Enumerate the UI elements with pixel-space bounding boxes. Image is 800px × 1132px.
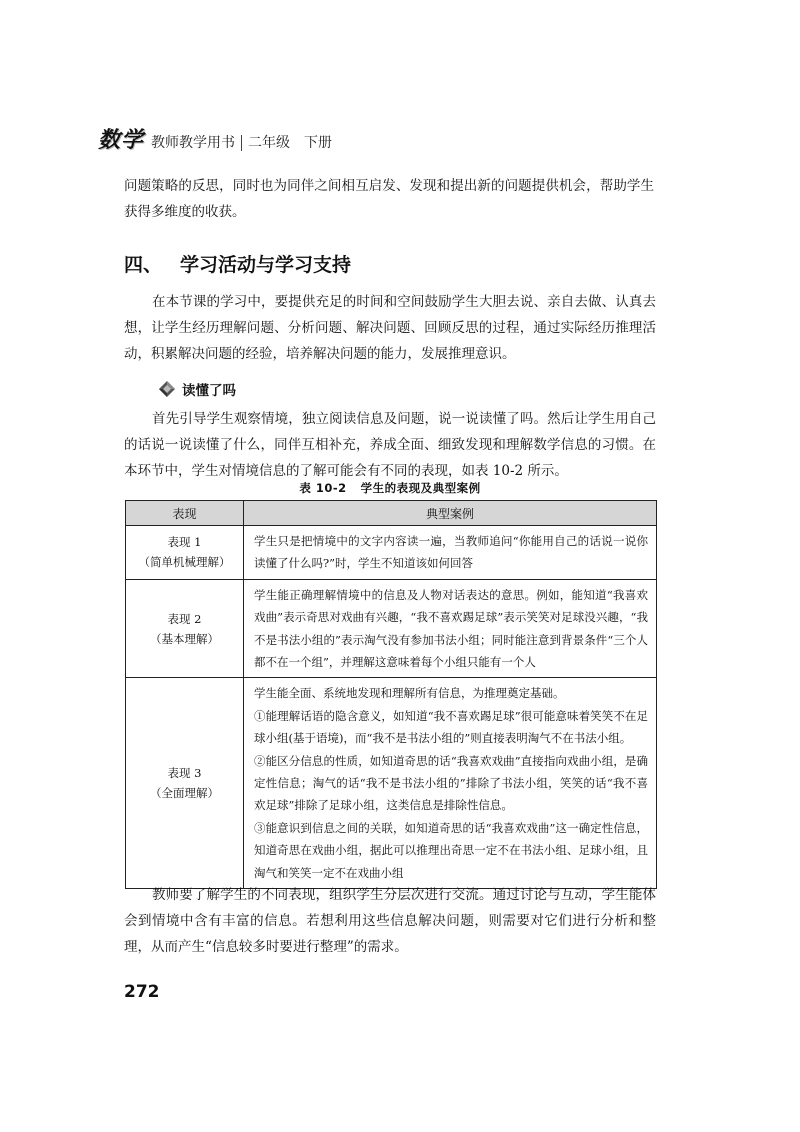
table-caption xyxy=(124,480,656,496)
continuation-paragraph: 问题策略的反思，同时也为同伴之间相互启发、发现和提出新的问题提供机会，帮助学生获得多维度的收获。 xyxy=(124,178,654,220)
header-divider xyxy=(241,135,242,151)
row-content-text: ③能意识到信息之间的关联，如知道奇思的话“我喜欢戏曲”这一确定性信息，知道奇思在戏曲小组，据此可以推理出奇思一定不在书法小组、足球小组，且淘气和笑笑一定不在戏曲小组 xyxy=(254,820,648,880)
table-caption-number: 表 10-2 xyxy=(299,481,347,495)
closing-paragraph: 教师要了解学生的不同表现，组织学生分层次进行交流。通过讨论与互动，学生能体会到情境中含有丰富的信息。若想利用这些信息解决问题，则需要对它们进行分析和整理，从而产生“信息较多时要进行整理”的需求。 xyxy=(124,887,656,955)
row-content-text: 学生只是把情境中的文字内容读一遍，当教师追问“你能用自己的话说一说你读懂了什么吗?”时，学生不知道该如何回答 xyxy=(254,534,648,571)
table-row xyxy=(126,678,657,889)
row-label-title: 表现 2 xyxy=(167,611,202,626)
section-title: 学习活动与学习支持 xyxy=(180,254,352,276)
row-content-text: 学生能全面、系统地发现和理解所有信息，为推理奠定基础。 xyxy=(254,686,565,701)
logo-char-shu: 数 xyxy=(98,128,121,153)
header-typical-cases: 典型案例 xyxy=(244,501,657,526)
table-header-row xyxy=(126,501,657,526)
header-performance: 表现 xyxy=(126,501,244,526)
section-heading xyxy=(124,252,351,278)
row-content-text: 学生能正确理解情境中的信息及人物对话表达的意思。例如，能知道“我喜欢戏曲”表示奇思对戏曲有兴趣，“我不喜欢踢足球”表示笑笑对足球没兴趣，“我不是书法小组的”表示淘气没有参加书法小组；同时能注意到背景条件“三个人都不在一个组”，并理解这意味着每个小组只能有一个人 xyxy=(254,587,648,670)
running-header xyxy=(98,126,332,152)
row-label xyxy=(126,678,244,889)
table-row xyxy=(126,579,657,678)
row-content xyxy=(244,526,657,580)
subsection-title: 读懂了吗 xyxy=(182,383,236,399)
section-intro-paragraph: 在本节课的学习中，要提供充足的时间和空间鼓励学生大胆去说、亲自去做、认真去想，让学生经历理解问题、分析问题、解决问题、回顾反思的过程，通过实际经历推理活动，积累解决问题的经验，培养解决问题的能力，发展推理意识。 xyxy=(124,294,656,362)
diamond-icon xyxy=(158,380,176,398)
section-number: 四、 xyxy=(124,254,163,276)
math-logo xyxy=(98,130,143,152)
grade-label: 二年级 下册 xyxy=(248,135,333,151)
row-label-subtitle: （基本理解） xyxy=(150,631,219,646)
table-caption-title: 学生的表现及典型案例 xyxy=(360,481,481,495)
row-content xyxy=(244,579,657,678)
logo-char-xue: 学 xyxy=(121,128,144,153)
row-label-title: 表现 1 xyxy=(167,535,202,550)
page-number: 272 xyxy=(124,982,160,1002)
subsection-paragraph: 首先引导学生观察情境，独立阅读信息及问题，说一说读懂了吗。然后让学生用自己的话说一说读懂了什么，同伴互相补充，养成全面、细致发现和理解数学信息的习惯。在本环节中，学生对情境信息的了解可能会有不同的表现，如表 10-2 所示。 xyxy=(124,411,656,479)
subsection-heading xyxy=(158,378,236,400)
row-label xyxy=(126,526,244,580)
row-label-subtitle: （简单机械理解） xyxy=(138,555,231,570)
row-label xyxy=(126,579,244,678)
book-title: 教师教学用书 xyxy=(151,135,236,151)
row-content-text: ①能理解话语的隐含意义，如知道“我不喜欢踢足球”很可能意味着笑笑不在足球小组(基于语境)，而“我不是书法小组的”则直接表明淘气不在书法小组。 xyxy=(254,708,648,746)
row-content-text: ②能区分信息的性质，如知道奇思的话“我喜欢戏曲”直接指向戏曲小组，是确定性信息；淘气的话“我不是书法小组的”排除了书法小组，笑笑的话“我不喜欢足球”排除了足球小组，这类信息是排除性信息。 xyxy=(254,753,648,813)
row-content xyxy=(244,678,657,889)
row-label-subtitle: （全面理解） xyxy=(150,786,219,801)
row-label-title: 表现 3 xyxy=(167,766,202,781)
performance-table xyxy=(125,500,657,889)
table-row xyxy=(126,526,657,580)
